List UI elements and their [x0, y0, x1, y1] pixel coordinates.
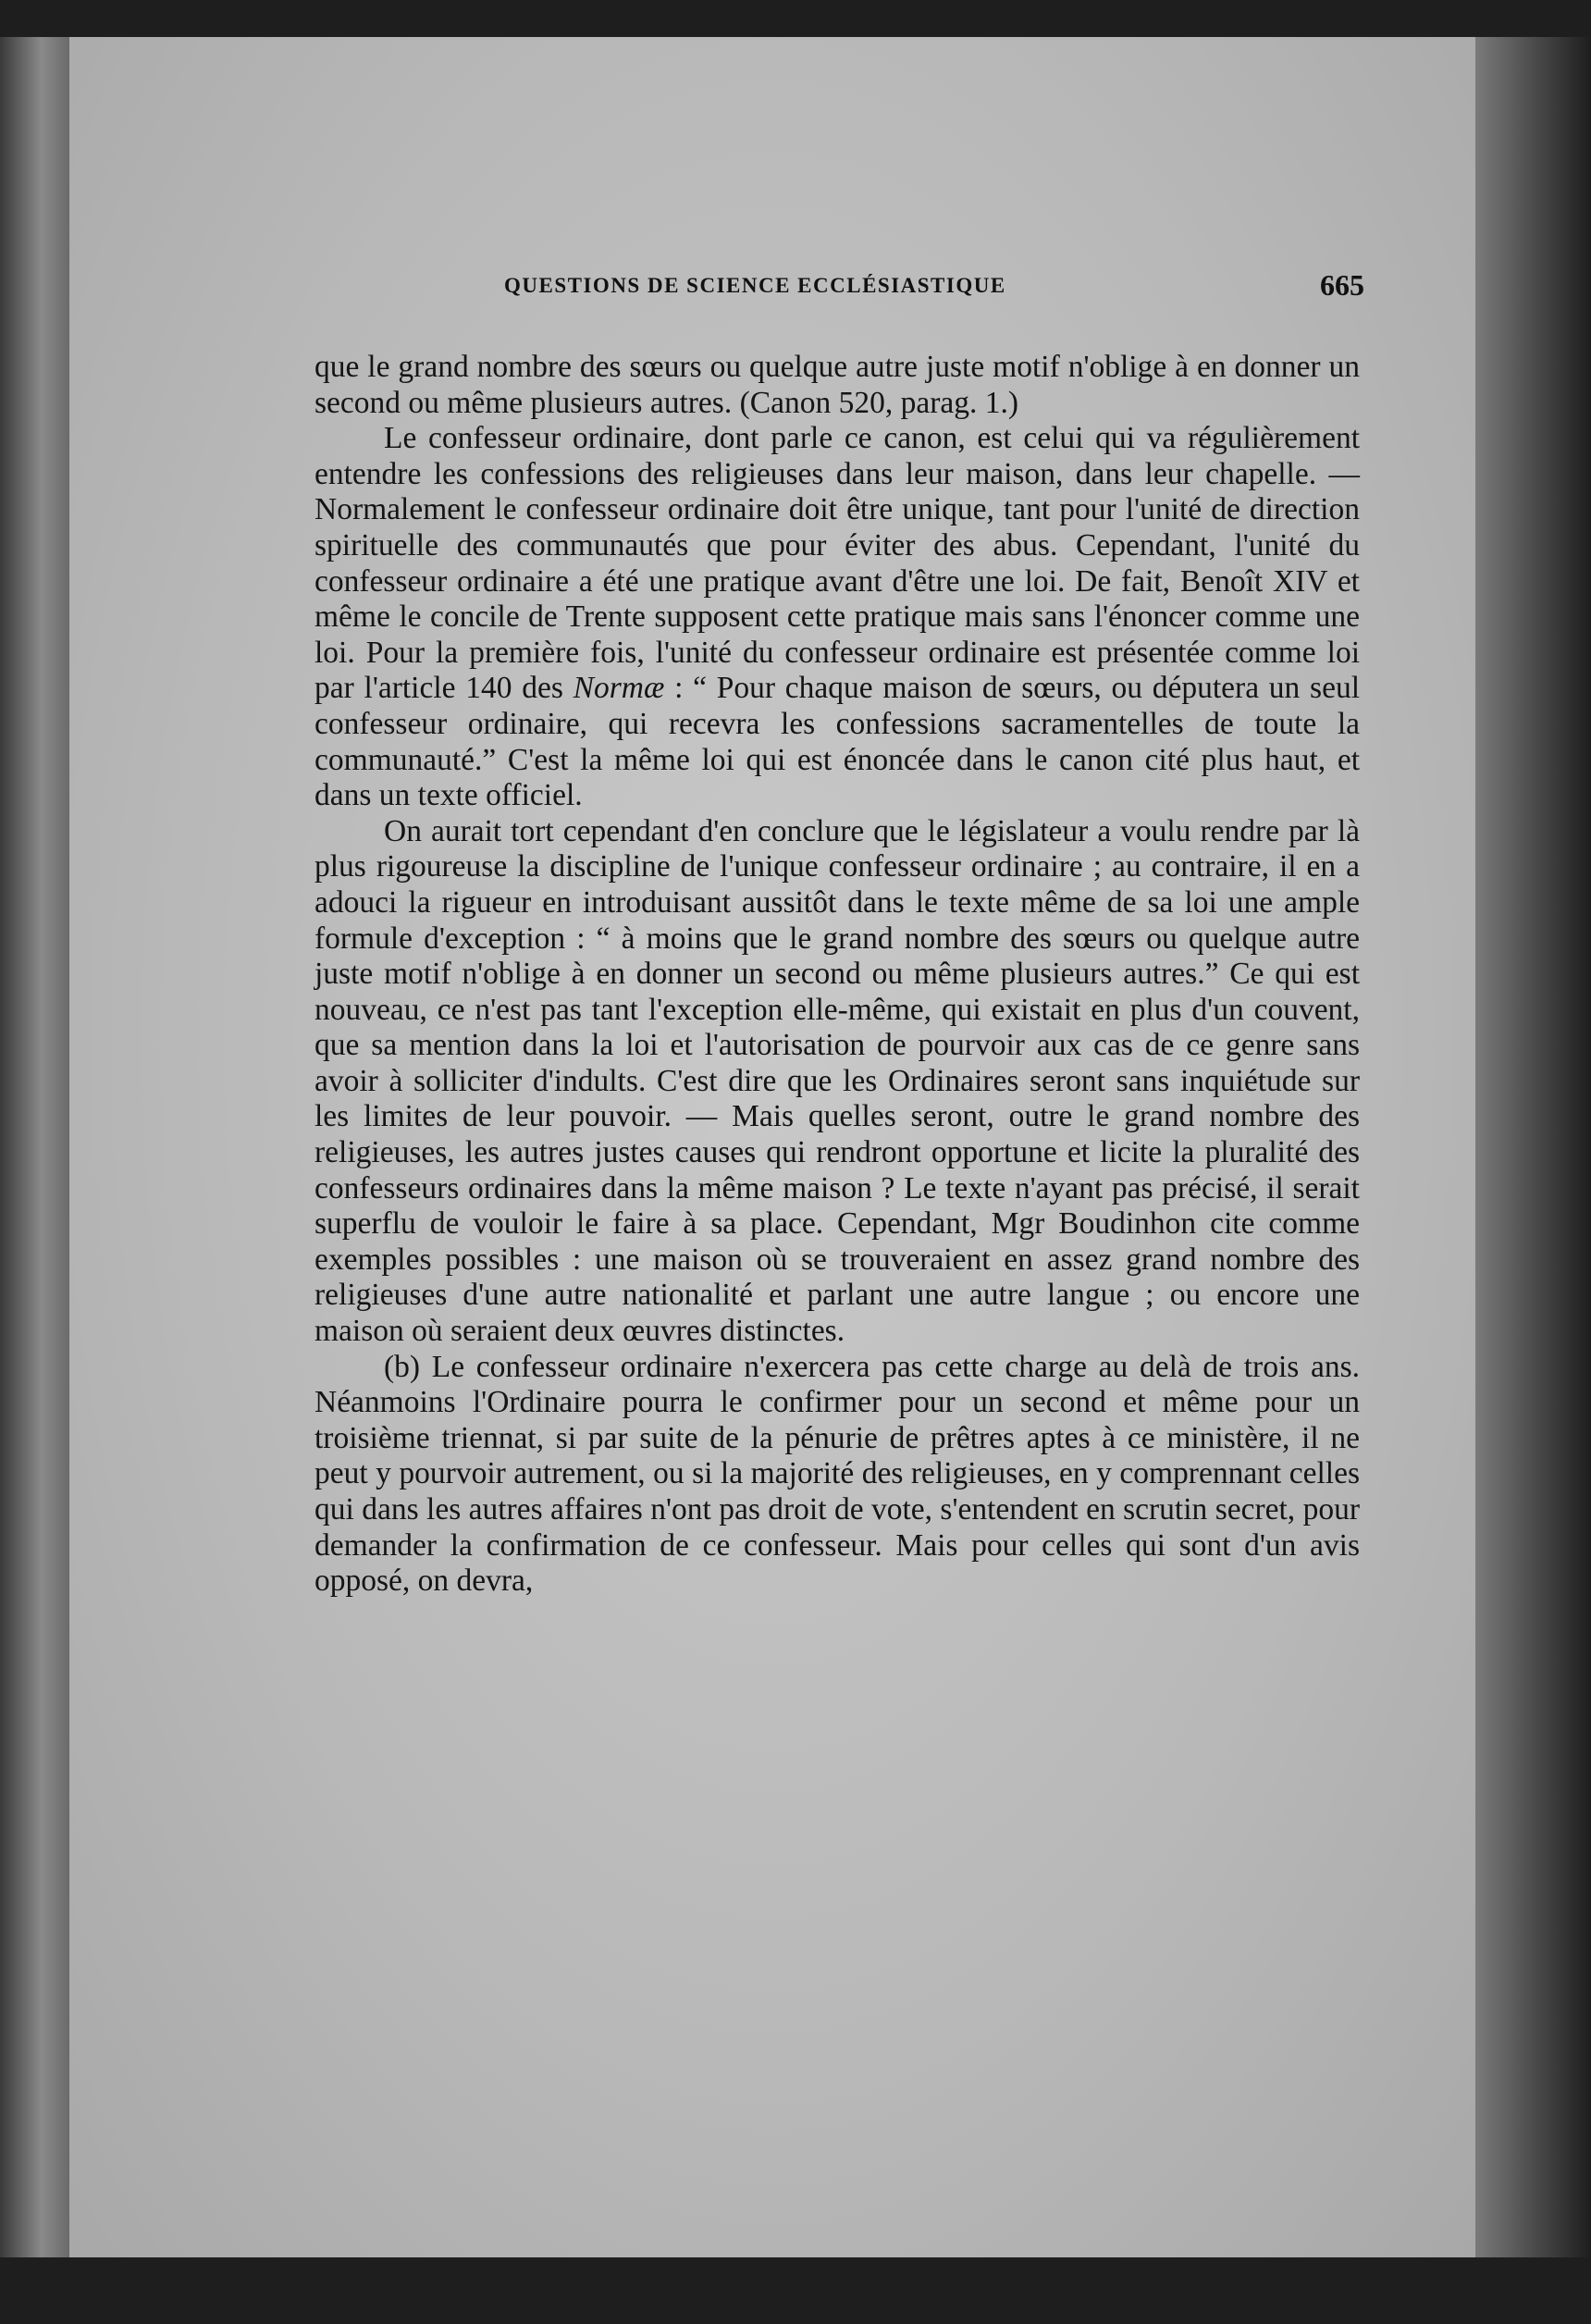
running-title: QUESTIONS DE SCIENCE ECCLÉSIASTIQUE	[504, 274, 1006, 297]
paragraph-3: On aurait tort cependant d'en conclure que le législateur a voulu rendre par là plus rigoureuse la discipline de l'unique confesseur ordinaire ; au contraire, il en a adouci la rigueur en introduisant aussitôt dans le texte même de sa loi une ample formule d'exception : “ à moins que le grand nombre des sœurs ou quelque autre juste motif n'oblige à en donner un second ou même plusieurs autres.” Ce qui est nouveau, ce n'est pas tant l'exception elle-même, qui existait en plus d'un couvent, que sa mention dans la loi et l'autorisation de pourvoir aux cas de ce genre sans avoir à solliciter d'indults. C'est dire que les Ordinaires seront sans inquiétude sur les limites de leur pouvoir. — Mais quelles seront, outre le grand nombre des religieuses, les autres justes causes qui rendront opportune et licite la pluralité des confesseurs ordinaires dans la même maison ? Le texte n'ayant pas précisé, il serait superflu de vouloir le faire à sa place. Cependant, Mgr Boudinhon cite comme exemples possibles : une maison où se trouveraient en assez grand nombre des religieuses d'une autre nationalité et parlant une autre langue ; ou encore une maison où seraient deux œuvres distinctes.	[314, 813, 1360, 1349]
facing-page-edge	[0, 37, 69, 2257]
paragraph-2-rest: : “ Pour chaque maison de sœurs, ou députera un seul confesseur ordinaire, qui recevra les confessions sacramentelles de toute la communauté.” C'est la même loi qui est énoncée dans le canon cité plus haut, et dans un texte officiel.	[314, 671, 1361, 813]
paragraph-1: que le grand nombre des sœurs ou quelque autre juste motif n'oblige à en donner un second ou même plusieurs autres. (Canon 520, parag. 1.)	[314, 350, 1360, 420]
paragraph-2	[314, 421, 1360, 814]
page-edge-shadow	[1475, 37, 1591, 2257]
normae-italic: Normæ	[573, 671, 665, 706]
page-number: 665	[1320, 268, 1364, 302]
body-text	[314, 350, 1360, 1600]
paragraph-2-text: Le confesseur ordinaire, dont parle ce canon, est celui qui va régulièrement entendre les confessions des religieuses dans leur maison, dans leur chapelle. — Normalement le confesseur ordinaire doit être unique, tant pour l'unité de direction spirituelle des communautés que pour éviter des abus. Cependant, l'unité du confesseur ordinaire a été une pratique avant d'être une loi. De fait, Benoît XIV et même le concile de Trente supposent cette pratique mais sans l'énoncer comme une loi. Pour la première fois, l'unité du confesseur ordinaire est présentée comme loi par l'article 140 des	[314, 421, 1360, 706]
paragraph-4: (b) Le confesseur ordinaire n'exercera pas cette charge au delà de trois ans. Néanmoins l'Ordinaire pourra le confirmer pour un second et même pour un troisième triennat, si par suite de la pénurie de prêtres aptes à ce ministère, il ne peut y pourvoir autrement, ou si la majorité des religieuses, en y comprennant celles qui dans les autres affaires n'ont pas droit de vote, s'entendent en scrutin secret, pour demander la confirmation de ce confesseur. Mais pour celles qui sont d'un avis opposé, on devra,	[314, 1349, 1360, 1599]
running-head	[504, 268, 1364, 305]
